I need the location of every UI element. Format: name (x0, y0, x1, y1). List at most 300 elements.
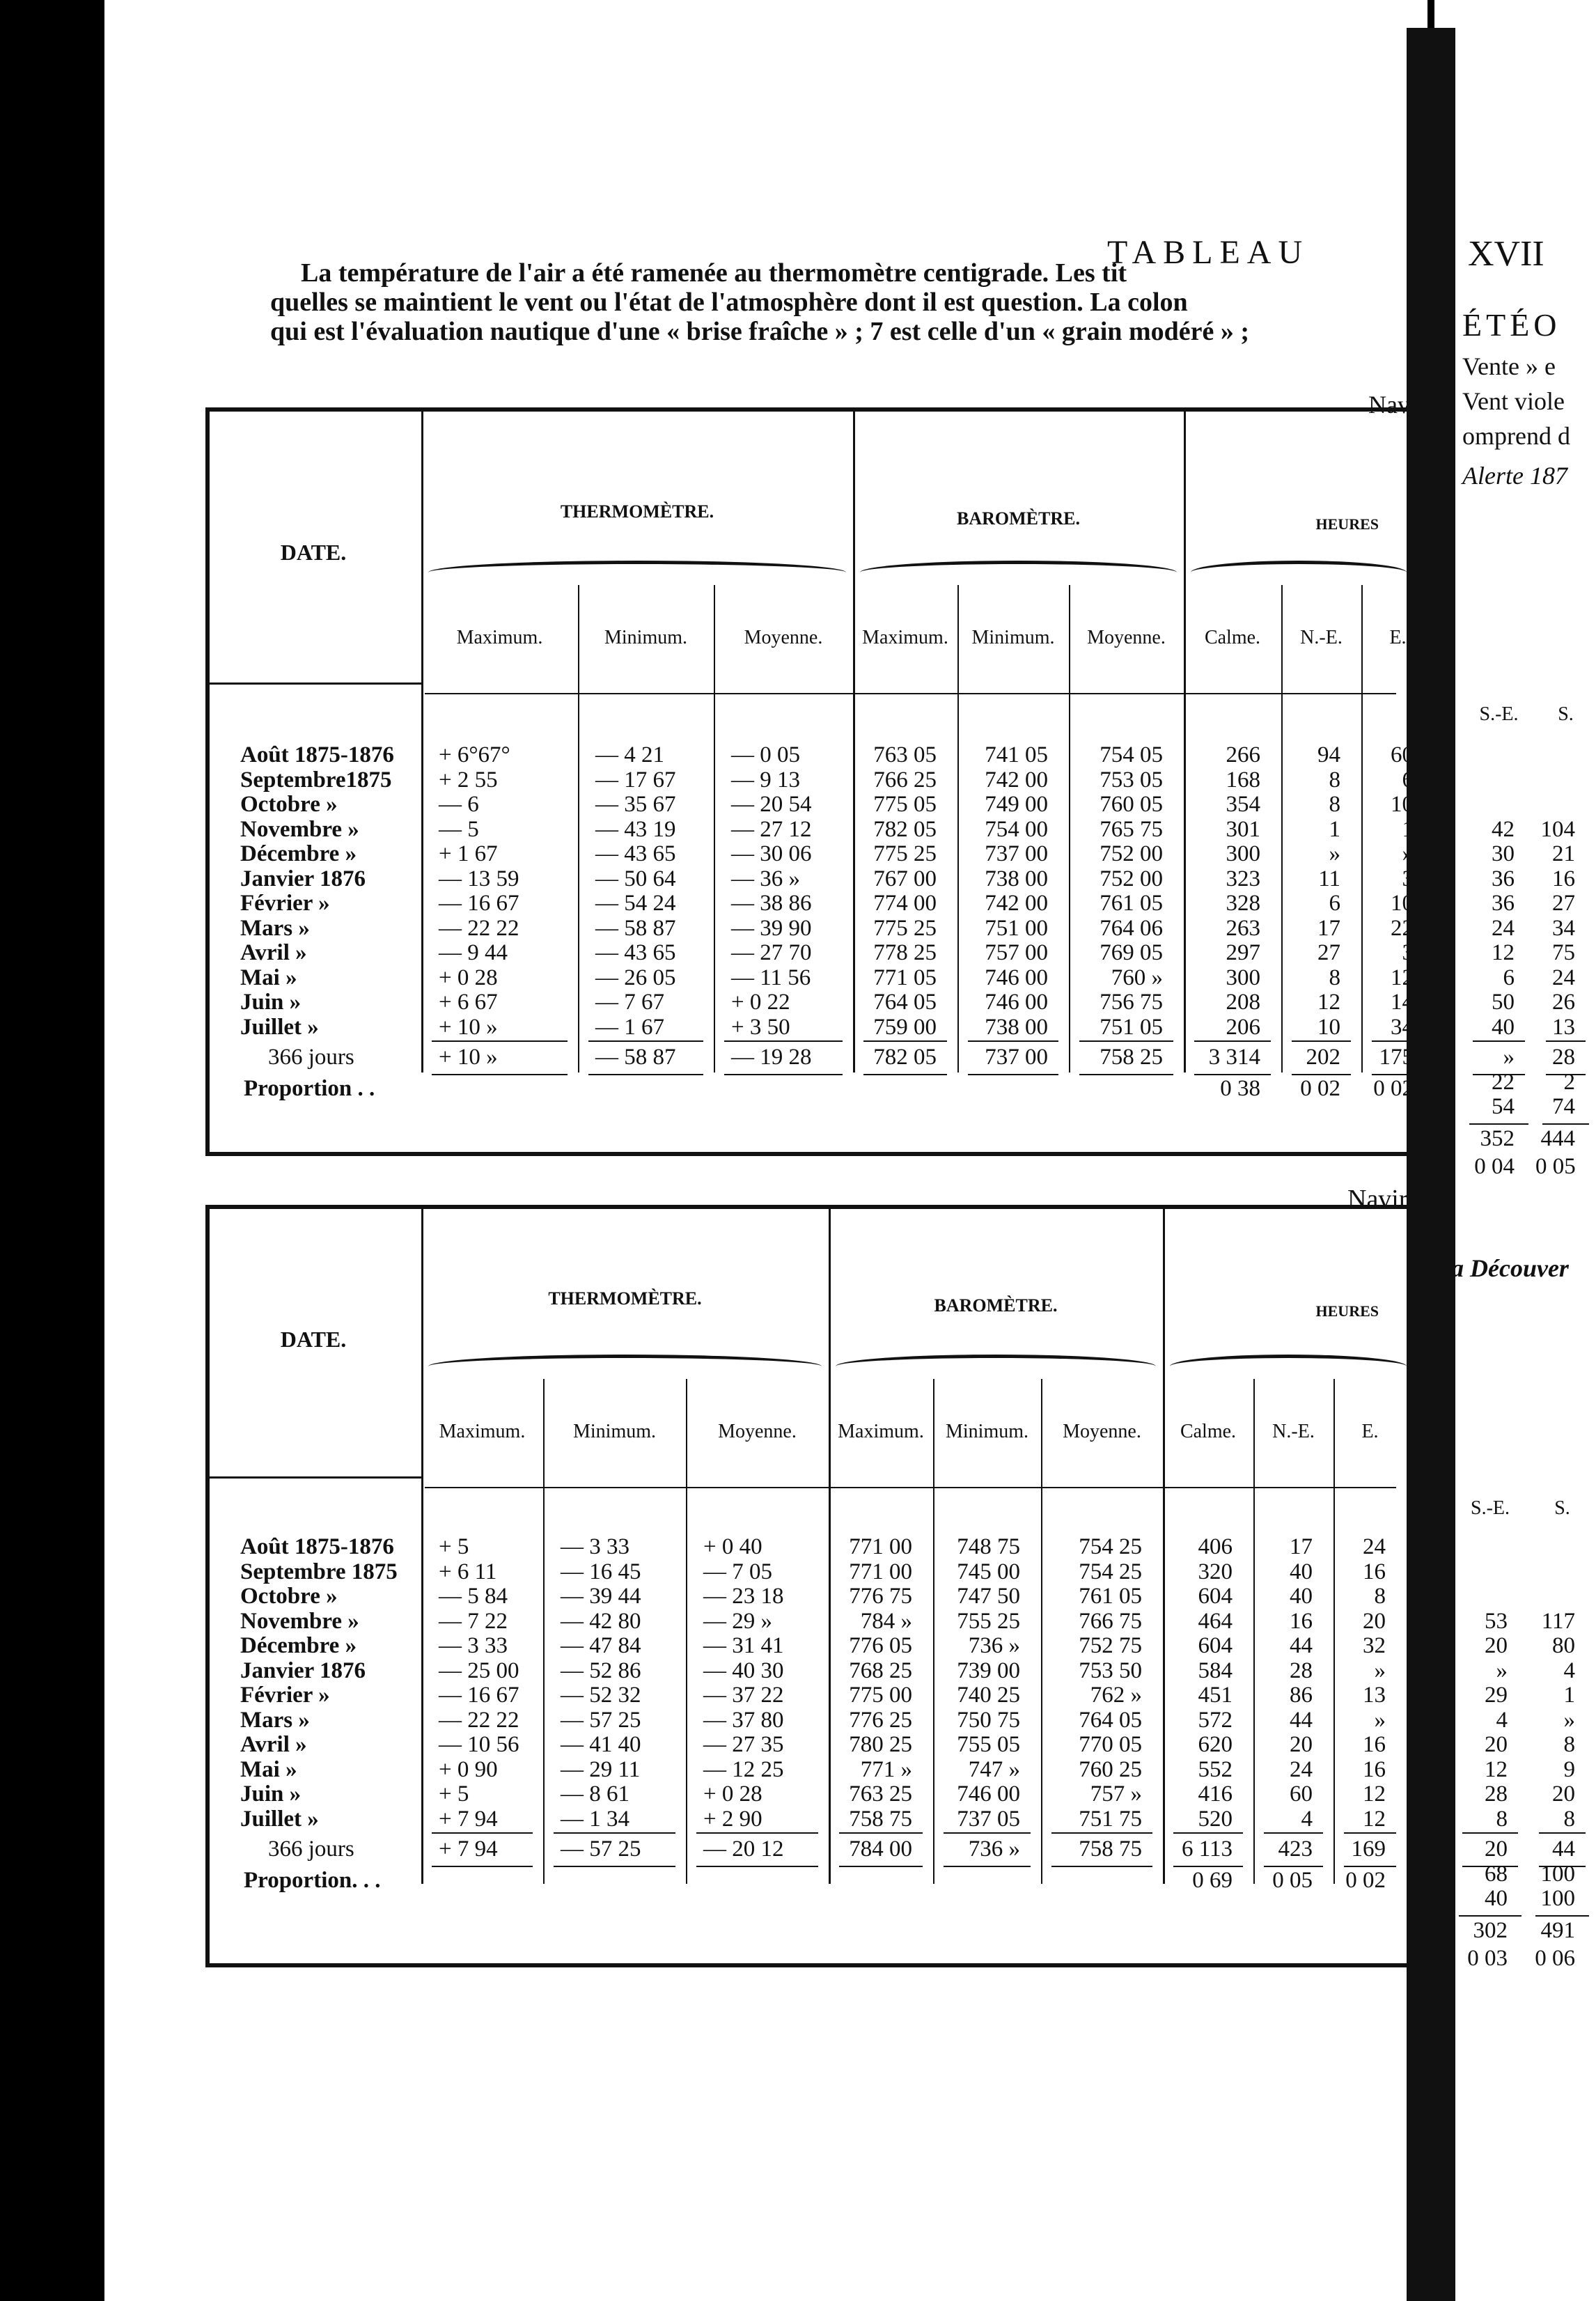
table2-cell-e: 32 (1363, 1633, 1386, 1658)
table2-cell-bmin: 748 75 (957, 1534, 1020, 1559)
table1-cell-tmoy: — 27 12 (731, 816, 812, 842)
table1-rt-rule (1542, 1123, 1589, 1125)
table1-cell-tmax: + 6°67° (439, 742, 510, 767)
table1-cell-s: 16 (1552, 866, 1575, 891)
table2-cell-bmin: 737 05 (957, 1806, 1020, 1832)
table1-cell-bmax: 778 25 (873, 940, 937, 965)
table1-row-date: Septembre1875 (240, 767, 392, 793)
right-fragment-3: omprend d (1462, 422, 1570, 450)
table2-sub-tmoy: Moyenne. (718, 1421, 797, 1442)
table1-cell-ne: 27 (1317, 940, 1340, 965)
table2-cell-bmax: 780 25 (849, 1732, 912, 1757)
table2-cell-se: » (1496, 1658, 1508, 1683)
table2-total-rule (554, 1832, 675, 1834)
table1-cell-tmoy: + 0 22 (731, 990, 790, 1015)
table2-total-rule (944, 1832, 1031, 1834)
table2-cell-tmoy: + 0 28 (703, 1781, 762, 1807)
table2-cell-e: 16 (1363, 1559, 1386, 1584)
table1-row-date: Janvier 1876 (240, 866, 366, 891)
table2-total-rule (1264, 1832, 1323, 1834)
table2-sub-se: S.-E. (1471, 1497, 1510, 1519)
table2-cell-calme: 552 (1198, 1756, 1233, 1782)
table1-cell-bmin: 749 00 (985, 792, 1048, 817)
table1-cell-bmin: 751 00 (985, 915, 1048, 941)
table1-cell-tmin: — 4 21 (595, 742, 664, 767)
table1-total-rule (1079, 1040, 1173, 1042)
subtitle-fragment: ÉTÉO (1462, 307, 1561, 343)
table1-cell-tmin: — 43 19 (595, 816, 676, 842)
table1-cell-calme: 300 (1226, 841, 1260, 866)
table2-cell-tmax: + 5 (439, 1534, 469, 1559)
table1-cell-bmoy: 754 05 (1100, 742, 1163, 767)
table2-cell-tmin: — 52 86 (561, 1658, 641, 1683)
table2-col-divider (686, 1379, 687, 1884)
table1-cell-ne: 6 (1329, 891, 1340, 916)
table2-total-bmin: 736 » (968, 1836, 1020, 1862)
table1-cell-calme: 323 (1226, 866, 1260, 891)
table2-prop-e: 0 02 (1345, 1868, 1386, 1893)
table2-sub-ne: N.-E. (1272, 1421, 1315, 1442)
table1-total-e: 175 (1379, 1045, 1414, 1070)
table1-subheader-rule (425, 693, 1396, 694)
table2-cell-e: » (1374, 1707, 1386, 1733)
table2-cell-tmin: — 8 61 (561, 1781, 629, 1807)
table1-total-rule (1194, 1040, 1271, 1042)
table1-cell-tmax: + 10 » (439, 1014, 498, 1040)
table2-cell-bmin: 747 50 (957, 1584, 1020, 1609)
ship-name-2: a Découver (1451, 1254, 1569, 1282)
table1-cell-bmin: 754 00 (985, 816, 1048, 842)
table2-cell-bmax: 763 25 (849, 1781, 912, 1807)
table2-cell-tmoy: + 2 90 (703, 1806, 762, 1832)
table1-cell-tmax: — 13 59 (439, 866, 519, 891)
table2-cell-s: 20 (1552, 1781, 1575, 1807)
table1-cell-se: 12 (1492, 940, 1515, 965)
table2-cell-tmax: — 22 22 (439, 1707, 519, 1733)
table2-sub-tmax: Maximum. (439, 1421, 526, 1442)
table1-row-date: Juin » (240, 990, 302, 1015)
intro-line-1: La température de l'air a été ramenée au thermomètre centigrade. Les tit (301, 258, 1127, 288)
table1-row-date: Avril » (240, 940, 307, 965)
table1-cell-tmin: — 54 24 (595, 891, 676, 916)
table1-heures-header: HEURES (1315, 515, 1379, 533)
table1-cell-bmin: 742 00 (985, 767, 1048, 793)
table2-total-tmax: + 7 94 (439, 1836, 498, 1862)
table2-cell-tmoy: — 37 80 (703, 1707, 784, 1733)
table2-cell-tmoy: — 23 18 (703, 1584, 784, 1609)
table1-col-divider (714, 585, 715, 1072)
table1-total-s: 28 (1552, 1045, 1575, 1070)
table2-total-label: 366 jours (268, 1836, 354, 1862)
table1-extra2-s: 74 (1552, 1094, 1575, 1119)
table1-cell-bmoy: 753 05 (1100, 767, 1163, 793)
table1-cell-bmoy: 760 » (1111, 965, 1163, 990)
table2-cell-tmoy: — 40 30 (703, 1658, 784, 1683)
table1-cell-tmin: — 1 67 (595, 1014, 664, 1040)
table2-total-rule-bottom (839, 1866, 923, 1867)
table2-total-rule-bottom (944, 1866, 1031, 1867)
page-title: TABLEAU (1107, 234, 1310, 271)
table1-row-date: Mai » (240, 965, 297, 990)
table1-cell-bmax: 774 00 (873, 891, 937, 916)
page-title-roman: XVII (1468, 234, 1544, 274)
table1-sub-s: S. (1558, 703, 1574, 725)
table2-total-rule-bottom (1264, 1866, 1323, 1867)
table1-cell-se: 42 (1492, 816, 1515, 842)
table1-date-header: DATE. (280, 540, 347, 565)
navire-label-2: Navir (1347, 1185, 1408, 1214)
table1-cell-bmax: 763 05 (873, 742, 937, 767)
table1-cell-bmin: 741 05 (985, 742, 1048, 767)
table1-sub-tmoy: Moyenne. (744, 627, 823, 648)
table1-cell-tmax: + 1 67 (439, 841, 498, 866)
table2-sub-bmoy: Moyenne. (1063, 1421, 1141, 1442)
table1-cell-tmin: — 58 87 (595, 915, 676, 941)
table2-total-rule-bottom (696, 1866, 818, 1867)
table2-cell-tmax: + 6 11 (439, 1559, 497, 1584)
table2-cell-tmoy: — 27 35 (703, 1732, 784, 1757)
table2-cell-ne: 40 (1290, 1584, 1313, 1609)
table2-rprop-s: 0 06 (1535, 1945, 1575, 1971)
table2-cell-ne: 44 (1290, 1633, 1313, 1658)
table1-rtotal-s: 444 (1540, 1125, 1575, 1151)
table1-cell-bmin: 746 00 (985, 990, 1048, 1015)
table2-total-se: 20 (1485, 1836, 1508, 1862)
table2-cell-tmin: — 29 11 (561, 1756, 641, 1782)
table1-cell-s: 21 (1552, 841, 1575, 866)
table1-cell-bmax: 775 25 (873, 841, 937, 866)
table1-total-rule-bottom (968, 1074, 1058, 1075)
table1-row-date: Février » (240, 891, 330, 916)
table1-total-rule-bottom (1194, 1074, 1271, 1075)
table2-cell-s: 4 (1563, 1658, 1575, 1683)
table2-cell-tmax: + 5 (439, 1781, 469, 1807)
table1-cell-se: 50 (1492, 990, 1515, 1015)
table2-cell-s: 9 (1563, 1756, 1575, 1782)
table1-date-rule (205, 682, 421, 685)
table2-row-date: Février » (240, 1683, 330, 1708)
table1-total-rule (724, 1040, 843, 1042)
table2-cell-calme: 584 (1198, 1658, 1233, 1683)
table2-bottom-border (205, 1963, 1407, 1967)
table1-cell-e: 34 (1391, 1014, 1414, 1040)
table1-total-rule-bottom (432, 1074, 568, 1075)
table1-cell-e: 10 (1391, 891, 1414, 916)
table2-cell-tmax: — 7 22 (439, 1608, 508, 1634)
table1-prop-e: 0 02 (1373, 1076, 1414, 1101)
table2-sub-tmin: Minimum. (572, 1421, 656, 1442)
table2-cell-bmoy: 753 50 (1079, 1658, 1142, 1683)
table1-cell-bmin: 738 00 (985, 866, 1048, 891)
table1-total-se: » (1503, 1045, 1515, 1070)
table1-cell-e: » (1402, 841, 1414, 866)
table2-row-date: Novembre » (240, 1608, 359, 1634)
table2-cell-bmoy: 760 25 (1079, 1756, 1142, 1782)
table2-date-rule (205, 1476, 421, 1479)
table2-cell-e: 16 (1363, 1732, 1386, 1757)
table1-sub-bmin: Minimum. (971, 627, 1055, 648)
table2-cell-e: 16 (1363, 1756, 1386, 1782)
table2-extra-se: 68 (1485, 1861, 1508, 1887)
table1-cell-bmin: 737 00 (985, 841, 1048, 866)
table2-cell-bmax: 771 » (860, 1756, 912, 1782)
table1-cell-ne: 94 (1317, 742, 1340, 767)
table1-cell-tmax: + 6 67 (439, 990, 498, 1015)
table1-cell-calme: 301 (1226, 816, 1260, 842)
table2-cell-ne: 24 (1290, 1756, 1313, 1782)
table1-sub-bmax: Maximum. (862, 627, 948, 648)
table2-cell-bmoy: 754 25 (1079, 1534, 1142, 1559)
table1-cell-ne: 17 (1317, 915, 1340, 941)
table1-prop-calme: 0 38 (1220, 1076, 1260, 1101)
table2-row-date: Septembre 1875 (240, 1559, 398, 1584)
table2-cell-tmin: — 42 80 (561, 1608, 641, 1634)
table2-cell-bmoy: 757 » (1090, 1781, 1142, 1807)
table1-cell-se: 30 (1492, 841, 1515, 866)
table2-cell-bmoy: 762 » (1090, 1683, 1142, 1708)
table1-total-bmax: 782 05 (873, 1045, 937, 1070)
table1-sub-bmoy: Moyenne. (1087, 627, 1166, 648)
table1-cell-s: 104 (1540, 816, 1575, 842)
table2-rt-rule (1459, 1915, 1521, 1917)
table1-row-date: Novembre » (240, 816, 359, 842)
table2-cell-ne: 4 (1301, 1806, 1313, 1832)
table1-cell-s: 27 (1552, 891, 1575, 916)
table1-cell-e: 6 (1402, 767, 1414, 793)
table2-cell-se: 20 (1485, 1732, 1508, 1757)
table1-cell-calme: 263 (1226, 915, 1260, 941)
table2-row-date: Janvier 1876 (240, 1658, 366, 1683)
table1-total-rule (968, 1040, 1058, 1042)
table2-cell-calme: 416 (1198, 1781, 1233, 1807)
table2-subheader-rule (425, 1487, 1396, 1488)
table1-cell-tmoy: — 0 05 (731, 742, 800, 767)
table1-cell-tmax: — 22 22 (439, 915, 519, 941)
table1-cell-calme: 168 (1226, 767, 1260, 793)
table2-row-date: Octobre » (240, 1584, 338, 1609)
table2-prop-calme: 0 69 (1192, 1868, 1233, 1893)
table2-cell-se: 20 (1485, 1633, 1508, 1658)
table1-cell-bmoy: 751 05 (1100, 1014, 1163, 1040)
table1-cell-calme: 266 (1226, 742, 1260, 767)
table2-rprop-se: 0 03 (1467, 1945, 1508, 1971)
table2-cell-bmoy: 766 75 (1079, 1608, 1142, 1634)
table2-total-rule (1344, 1832, 1396, 1834)
table2-cell-bmoy: 752 75 (1079, 1633, 1142, 1658)
table1-total-bmin: 737 00 (985, 1045, 1048, 1070)
table1-cell-e: 14 (1391, 990, 1414, 1015)
table1-cell-bmin: 742 00 (985, 891, 1048, 916)
table2-cell-bmin: 747 » (968, 1756, 1020, 1782)
table2-cell-tmin: — 41 40 (561, 1732, 641, 1757)
table2-cell-bmax: 768 25 (849, 1658, 912, 1683)
table1-cell-tmoy: — 9 13 (731, 767, 800, 793)
table1-cell-calme: 328 (1226, 891, 1260, 916)
table1-sub-e: E. (1389, 627, 1407, 648)
table2-cell-tmoy: — 31 41 (703, 1633, 784, 1658)
table2-extra2-se: 40 (1485, 1886, 1508, 1911)
table1-total-bmoy: 758 25 (1100, 1045, 1163, 1070)
table2-total-tmoy: — 20 12 (703, 1836, 784, 1862)
table2-cell-tmoy: — 29 » (703, 1608, 772, 1634)
table2-cell-se: 28 (1485, 1781, 1508, 1807)
table2-cell-se: 53 (1485, 1608, 1508, 1634)
table2-cell-bmin: 740 25 (957, 1683, 1020, 1708)
table1-cell-calme: 208 (1226, 990, 1260, 1015)
table1-total-rule-bottom (1079, 1074, 1173, 1075)
table2-cell-calme: 451 (1198, 1683, 1233, 1708)
table2-sub-calme: Calme. (1180, 1421, 1237, 1442)
table2-total-calme: 6 113 (1181, 1836, 1233, 1862)
table1-cell-se: 24 (1492, 915, 1515, 941)
table1-extra-se: 22 (1492, 1069, 1515, 1095)
table2-sub-e: E. (1361, 1421, 1379, 1442)
intro-line-3: qui est l'évaluation nautique d'une « brise fraîche » ; 7 est celle d'un « grain modéré » ; (270, 317, 1249, 346)
table2-col-divider (543, 1379, 545, 1884)
table1-cell-bmax: 767 00 (873, 866, 937, 891)
table2-total-rule (1462, 1832, 1518, 1834)
table2-cell-ne: 40 (1290, 1559, 1313, 1584)
table1-cell-bmax: 764 05 (873, 990, 937, 1015)
table1-sub-se: S.-E. (1479, 703, 1519, 725)
table2-cell-e: 12 (1363, 1781, 1386, 1807)
table2-cell-s: 8 (1563, 1732, 1575, 1757)
table2-row-date: Juin » (240, 1781, 302, 1807)
table2-cell-bmax: 775 00 (849, 1683, 912, 1708)
book-gutter (1407, 28, 1455, 2301)
table1-cell-tmax: + 2 55 (439, 767, 498, 793)
table1-sub-tmin: Minimum. (604, 627, 687, 648)
table2-cell-se: 4 (1496, 1707, 1508, 1733)
table2-cell-tmax: + 7 94 (439, 1806, 498, 1832)
table2-cell-bmoy: 761 05 (1079, 1584, 1142, 1609)
table1-cell-calme: 300 (1226, 965, 1260, 990)
table2-cell-calme: 604 (1198, 1584, 1233, 1609)
table1-cell-tmoy: — 36 » (731, 866, 800, 891)
table1-cell-ne: 8 (1329, 767, 1340, 793)
table2-cell-se: 29 (1485, 1683, 1508, 1708)
table1-total-label: 366 jours (268, 1045, 354, 1070)
table1-cell-se: 6 (1503, 965, 1515, 990)
table2-total-rule (1539, 1832, 1586, 1834)
table1-cell-bmoy: 752 00 (1100, 866, 1163, 891)
table1-row-date: Octobre » (240, 792, 338, 817)
table2-total-ne: 423 (1278, 1836, 1313, 1862)
table1-total-rule (1292, 1040, 1351, 1042)
table2-total-e: 169 (1351, 1836, 1386, 1862)
table2-rt-rule (1535, 1915, 1589, 1917)
table2-cell-bmax: 776 05 (849, 1633, 912, 1658)
table1-cell-tmin: — 7 67 (595, 990, 664, 1015)
table1-cell-bmoy: 756 75 (1100, 990, 1163, 1015)
table2-cell-s: 80 (1552, 1633, 1575, 1658)
table2-cell-tmax: — 10 56 (439, 1732, 519, 1757)
right-fragment-1: Vente » e (1462, 352, 1556, 380)
table1-cell-se: 40 (1492, 1014, 1515, 1040)
table1-total-rule-bottom (1372, 1074, 1424, 1075)
table1-cell-s: 75 (1552, 940, 1575, 965)
table2-cell-bmoy: 770 05 (1079, 1732, 1142, 1757)
table1-cell-e: 60 (1391, 742, 1414, 767)
ship-name-1: Alerte 187 (1462, 462, 1567, 490)
table1-cell-calme: 206 (1226, 1014, 1260, 1040)
table2-cell-bmoy: 764 05 (1079, 1707, 1142, 1733)
table2-total-rule-bottom (1051, 1866, 1152, 1867)
table2-cell-tmin: — 16 45 (561, 1559, 641, 1584)
table2-row-date: Août 1875-1876 (240, 1534, 394, 1559)
table1-cell-tmax: — 6 (439, 792, 479, 817)
table1-total-rule-bottom (588, 1074, 703, 1075)
table2-cell-e: » (1374, 1658, 1386, 1683)
table2-cell-s: 1 (1563, 1683, 1575, 1708)
table2-cell-e: 24 (1363, 1534, 1386, 1559)
right-fragment-2: Vent viole (1462, 387, 1565, 415)
table1-cell-bmoy: 769 05 (1100, 940, 1163, 965)
table2-total-rule-bottom (432, 1866, 533, 1867)
table2-sub-s: S. (1554, 1497, 1570, 1519)
table2-cell-calme: 572 (1198, 1707, 1233, 1733)
table2-cell-tmin: — 47 84 (561, 1633, 641, 1658)
table1-cell-bmax: 782 05 (873, 816, 937, 842)
table1-cell-e: 3 (1402, 866, 1414, 891)
table1-cell-tmoy: — 11 56 (731, 965, 811, 990)
table2-cell-tmoy: — 12 25 (703, 1756, 784, 1782)
table2-cell-bmin: 755 05 (957, 1732, 1020, 1757)
table2-cell-se: 8 (1496, 1806, 1508, 1832)
table2-cell-bmax: 776 25 (849, 1707, 912, 1733)
table2-total-rule (432, 1832, 533, 1834)
table1-cell-ne: 10 (1317, 1014, 1340, 1040)
table2-date-header: DATE. (280, 1327, 347, 1352)
table1-rt-rule (1469, 1123, 1528, 1125)
table1-cell-tmin: — 43 65 (595, 940, 676, 965)
table1-cell-tmoy: — 20 54 (731, 792, 812, 817)
table1-total-rule (1473, 1040, 1525, 1042)
table2-rtotal-se: 302 (1473, 1917, 1508, 1943)
table1-cell-ne: 1 (1329, 816, 1340, 842)
table2-cell-bmoy: 751 75 (1079, 1806, 1142, 1832)
table2-cell-bmax: 771 00 (849, 1559, 912, 1584)
table2-cell-calme: 320 (1198, 1559, 1233, 1584)
table2-cell-ne: 86 (1290, 1683, 1313, 1708)
table1-cell-e: 12 (1391, 965, 1414, 990)
table2-cell-s: 117 (1541, 1608, 1575, 1634)
table1-sub-calme: Calme. (1204, 627, 1261, 648)
table2-sub-bmin: Minimum. (945, 1421, 1028, 1442)
table1-bottom-border (205, 1152, 1407, 1156)
table1-cell-ne: » (1329, 841, 1340, 866)
table2-cell-bmax: 784 » (860, 1608, 912, 1634)
table1-sub-ne: N.-E. (1300, 627, 1343, 648)
table1-cell-s: 13 (1552, 1014, 1575, 1040)
table2-cell-calme: 604 (1198, 1633, 1233, 1658)
table2-cell-e: 8 (1374, 1584, 1386, 1609)
table1-cell-se: 36 (1492, 866, 1515, 891)
table1-extra-s: 2 (1563, 1069, 1575, 1095)
table1-total-tmoy: — 19 28 (731, 1045, 812, 1070)
table1-cell-tmoy: — 38 86 (731, 891, 812, 916)
table1-baro-header: BAROMÈTRE. (957, 508, 1080, 529)
table2-row-date: Juillet » (240, 1806, 319, 1832)
table1-rprop-se: 0 04 (1474, 1153, 1515, 1179)
table2-cell-calme: 620 (1198, 1732, 1233, 1757)
table2-cell-tmoy: + 0 40 (703, 1534, 762, 1559)
table1-cell-bmin: 746 00 (985, 965, 1048, 990)
table2-heures-header: HEURES (1315, 1302, 1379, 1320)
table1-total-tmax: + 10 » (439, 1045, 498, 1070)
table2-cell-bmax: 758 75 (849, 1806, 912, 1832)
table2-thermo-header: THERMOMÈTRE. (548, 1288, 702, 1309)
